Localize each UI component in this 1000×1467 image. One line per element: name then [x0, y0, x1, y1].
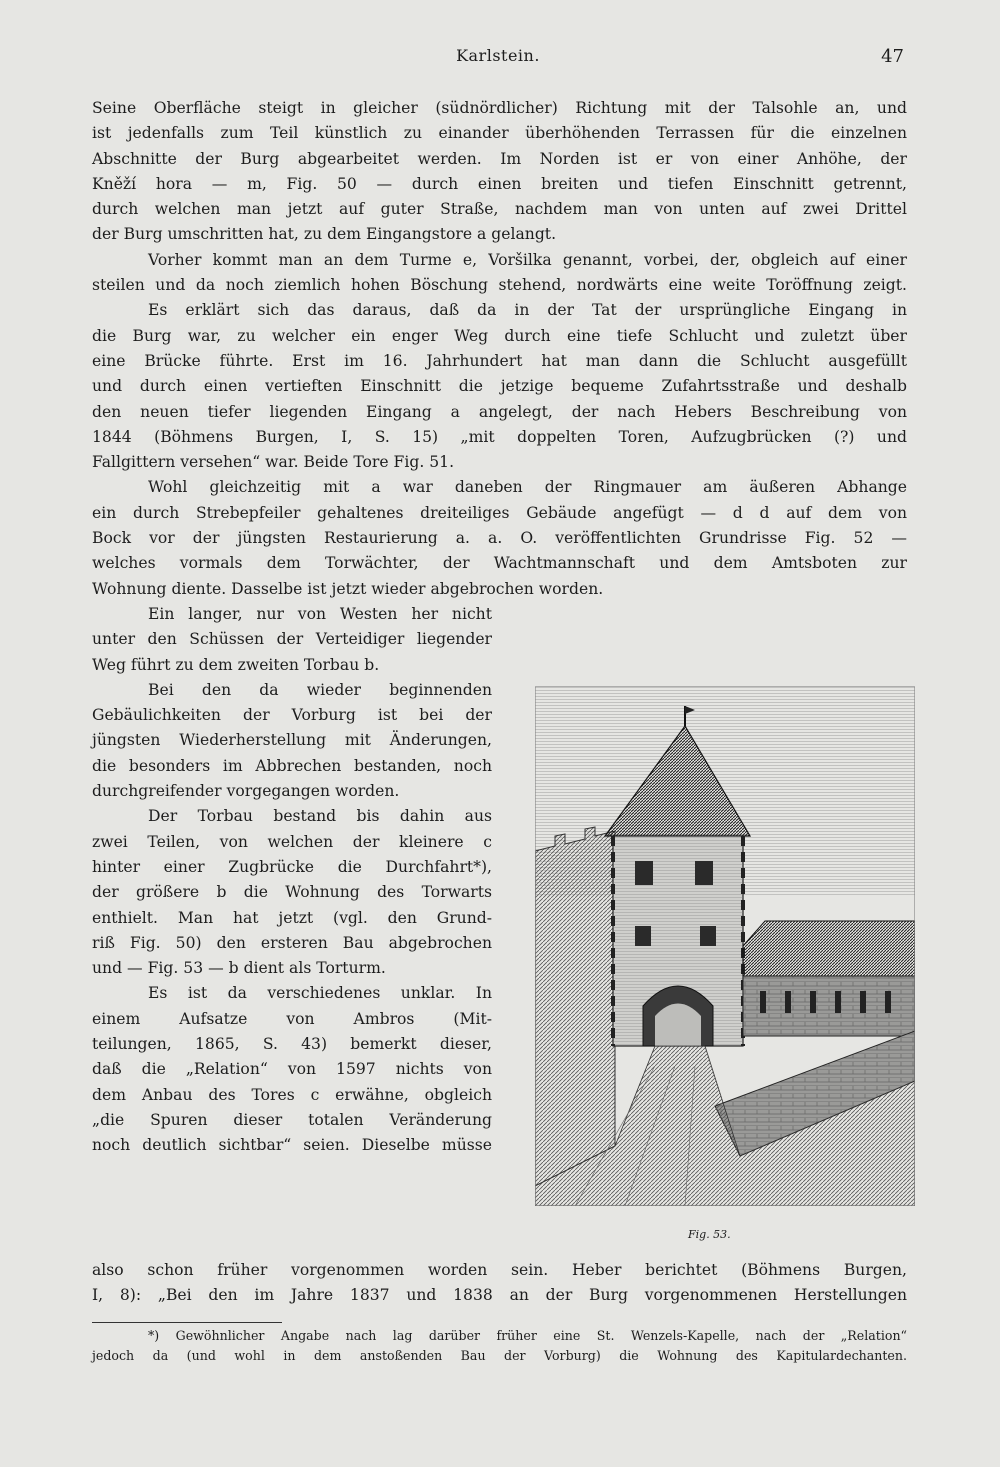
- paragraph: [92, 602, 492, 678]
- text-line: und — Fig. 53 — b dient als Torturm.: [92, 959, 386, 978]
- text-line: enthielt. Man hat jetzt (vgl. den Grund-: [92, 908, 492, 927]
- text-line: Wohl gleichzeitig mit a war daneben der Ringmauer am äußeren Abhange: [148, 478, 907, 497]
- text-line: Abschnitte der Burg abgearbeitet werden. Im Norden ist er von einer Anhöhe, der: [92, 149, 907, 168]
- text-line: die Burg war, zu welcher ein enger Weg durch eine tiefe Schlucht und zuletzt über: [92, 326, 907, 345]
- text-line: zwei Teilen, von welchen der kleinere c: [92, 832, 492, 851]
- text-line: Gebäulichkeiten der Vorburg ist bei der: [92, 706, 492, 725]
- footnote-divider: [92, 1322, 282, 1323]
- gate-tower-illustration: [535, 686, 915, 1206]
- text-line: „die Spuren dieser totalen Veränderung: [92, 1110, 492, 1129]
- text-line: durchgreifender vorgegangen worden.: [92, 782, 400, 801]
- text-line: also schon früher vorgenommen worden sein. Heber berichtet (Böhmens Burgen,: [92, 1261, 907, 1279]
- text-line: riß Fig. 50) den ersteren Bau abgebrochen: [92, 933, 492, 952]
- text-line: hinter einer Zugbrücke die Durchfahrt*),: [92, 857, 492, 876]
- text-line: I, 8): „Bei den im Jahre 1837 und 1838 an der Burg vorgenommenen Herstellungen: [92, 1286, 907, 1305]
- paragraph: [92, 298, 907, 475]
- text-line: Bock vor der jüngsten Restaurierung a. a. O. veröffentlichten Grundrisse Fig. 52 —: [92, 529, 907, 548]
- footnote-line: jedoch da (und wohl in dem anstoßenden Bau der Vorburg) die Wohnung des Kapitulardechanten.: [92, 1348, 907, 1363]
- footnote-line: *) Gewöhnlicher Angabe nach lag darüber früher eine St. Wenzels-Kapelle, nach der „Relation“: [148, 1328, 907, 1343]
- text-line: eine Brücke führte. Erst im 16. Jahrhundert hat man dann die Schlucht ausgefüllt: [92, 351, 907, 370]
- text-line: noch deutlich sichtbar“ seien. Dieselbe müsse: [92, 1136, 492, 1155]
- text-line: Der Torbau bestand bis dahin aus: [148, 807, 492, 826]
- paragraph: [92, 678, 492, 804]
- text-line: jüngsten Wiederherstellung mit Änderungen,: [92, 731, 492, 750]
- footnote: [92, 1326, 907, 1366]
- paragraph: [92, 96, 907, 248]
- text-line: teilungen, 1865, S. 43) bemerkt dieser,: [92, 1034, 492, 1053]
- text-line: die besonders im Abbrechen bestanden, noch: [92, 756, 492, 775]
- text-line: Fallgittern versehen“ war. Beide Tore Fig. 51.: [92, 453, 455, 472]
- paragraph: [92, 981, 492, 1158]
- text-line: Bei den da wieder beginnenden: [148, 680, 492, 699]
- text-line: welches vormals dem Torwächter, der Wachtmannschaft und dem Amtsboten zur: [92, 554, 907, 573]
- paragraph: [92, 475, 907, 601]
- text-line: Ein langer, nur von Westen her nicht: [148, 604, 492, 623]
- text-line: unter den Schüssen der Verteidiger liegender: [92, 630, 492, 649]
- text-line: einem Aufsatze von Ambros (Mit-: [92, 1009, 492, 1028]
- text-line: ein durch Strebepfeiler gehaltenes dreiteiliges Gebäude angefügt — d d auf dem von: [92, 503, 907, 522]
- page-header: [92, 46, 904, 76]
- text-line: durch welchen man jetzt auf guter Straße, nachdem man von unten auf zwei Drittel: [92, 200, 907, 219]
- text-line: Es ist da verschiedenes unklar. In: [148, 984, 492, 1003]
- text-line: Weg führt zu dem zweiten Torbau b.: [92, 655, 380, 674]
- text-line: den neuen tiefer liegenden Eingang a angelegt, der nach Hebers Beschreibung von: [92, 402, 907, 421]
- text-line: daß die „Relation“ von 1597 nichts von: [92, 1060, 492, 1079]
- text-line: Seine Oberfläche steigt in gleicher (südnördlicher) Richtung mit der Talsohle an, und: [92, 99, 907, 117]
- paragraph: [92, 248, 907, 299]
- running-title: Karlstein.: [456, 46, 540, 65]
- text-line: der größere b die Wohnung des Torwarts: [92, 883, 492, 902]
- text-line: ist jedenfalls zum Teil künstlich zu einander überhöhenden Terrassen für die einzelnen: [92, 124, 907, 143]
- continuation-text: [92, 1258, 907, 1309]
- text-line: der Burg umschritten hat, zu dem Eingangstore a gelangt.: [92, 225, 557, 244]
- text-line: Wohnung diente. Dasselbe ist jetzt wieder abgebrochen worden.: [92, 579, 604, 598]
- text-line: dem Anbau des Tores c erwähne, obgleich: [92, 1085, 492, 1104]
- paragraph: [92, 804, 492, 981]
- text-line: und durch einen vertieften Einschnitt die jetzige bequeme Zufahrtsstraße und deshalb: [92, 377, 907, 396]
- text-line: Kněží hora — m, Fig. 50 — durch einen breiten und tiefen Einschnitt getrennt,: [92, 174, 907, 193]
- figure-caption: Fig. 53.: [688, 1228, 731, 1241]
- text-line: Vorher kommt man an dem Turme e, Voršilka genannt, vorbei, der, obgleich auf einer: [148, 250, 907, 269]
- text-line: 1844 (Böhmens Burgen, I, S. 15) „mit doppelten Toren, Aufzugbrücken (?) und: [92, 427, 907, 446]
- gate-tower-engraving: [535, 686, 915, 1206]
- text-line: Es erklärt sich das daraus, daß da in der Tat der ursprüngliche Eingang in: [148, 301, 907, 320]
- page-number: 47: [881, 46, 904, 67]
- text-line: steilen und da noch ziemlich hohen Böschung stehend, nordwärts eine weite Toröffnung zeigt.: [92, 276, 907, 295]
